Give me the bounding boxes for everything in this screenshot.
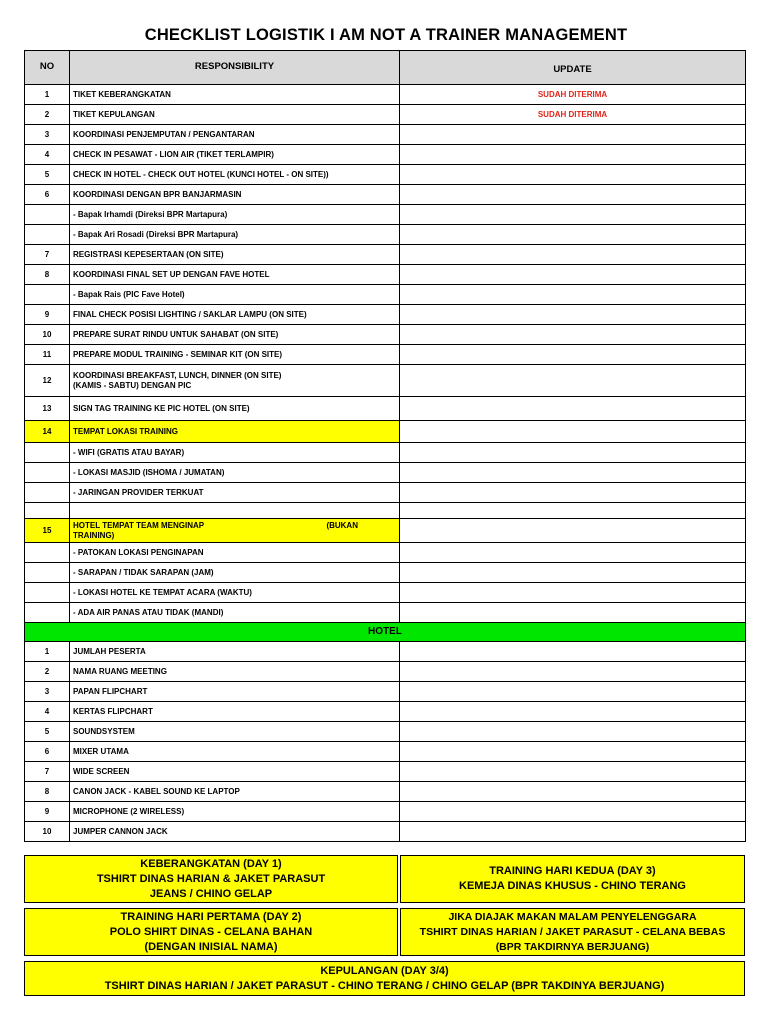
row-no: 2 [25,662,70,682]
row-responsibility: TIKET KEPULANGAN [70,105,400,125]
row-responsibility: - Bapak Rais (PIC Fave Hotel) [70,285,400,305]
table-row [25,503,746,519]
hotel-section-row [25,623,746,642]
table-row-highlighted [25,421,746,443]
day1-heading: KEBERANGKATAN (DAY 1) [140,857,282,870]
row-update[interactable] [400,285,746,305]
hotel-table-row [25,722,746,742]
row-no: 5 [25,722,70,742]
hotel-table-row [25,702,746,722]
table-row [25,543,746,563]
row-responsibility: - Bapak Ari Rosadi (Direksi BPR Martapura) [70,225,400,245]
row-update[interactable] [400,762,746,782]
page-title: CHECKLIST LOGISTIK I AM NOT A TRAINER MANAGEMENT [144,26,628,44]
row-no [25,563,70,583]
row-update[interactable]: SUDAH DITERIMA [400,85,746,105]
row-no: 7 [25,762,70,782]
row-update[interactable] [400,305,746,325]
row-no: 4 [25,145,70,165]
row-update[interactable] [400,662,746,682]
hotel-section-title: HOTEL [25,623,746,642]
table-row [25,603,746,623]
row-responsibility: CHECK IN HOTEL - CHECK OUT HOTEL (KUNCI HOTEL - ON SITE)) [70,165,400,185]
row-no: 12 [25,365,70,397]
row-responsibility: PREPARE MODUL TRAINING - SEMINAR KIT (ON SITE) [70,345,400,365]
row-responsibility: PREPARE SURAT RINDU UNTUK SAHABAT (ON SITE) [70,325,400,345]
row-responsibility [70,365,400,397]
day3-dress-code-box [400,855,745,903]
row-no: 4 [25,702,70,722]
row-update[interactable] [400,165,746,185]
row-update[interactable] [400,365,746,397]
table-row [25,205,746,225]
table-row [25,397,746,421]
row-responsibility: KOORDINASI DENGAN BPR BANJARMASIN [70,185,400,205]
row-update[interactable]: SUDAH DITERIMA [400,105,746,125]
row-responsibility: - LOKASI HOTEL KE TEMPAT ACARA (WAKTU) [70,583,400,603]
row-no: 15 [25,519,70,543]
table-header-row [25,51,746,85]
table-row [25,483,746,503]
row-update[interactable] [400,642,746,662]
row-responsibility-note: (BUKAN [326,521,358,531]
row-responsibility: - ADA AIR PANAS ATAU TIDAK (MANDI) [70,603,400,623]
row-no [25,503,70,519]
dinner-dress-code-box [400,908,745,956]
row-responsibility: REGISTRASI KEPESERTAAN (ON SITE) [70,245,400,265]
row-update[interactable] [400,225,746,245]
return-dress-code-box [24,961,745,996]
row-no: 8 [25,782,70,802]
table-row [25,325,746,345]
row-update[interactable] [400,822,746,842]
table-row [25,245,746,265]
row-responsibility: - LOKASI MASJID (ISHOMA / JUMATAN) [70,463,400,483]
day2-line3: (DENGAN INISIAL NAMA) [144,940,278,953]
row-update[interactable] [400,345,746,365]
dinner-heading: JIKA DIAJAK MAKAN MALAM PENYELENGGARA [448,910,697,923]
row-responsibility: SIGN TAG TRAINING KE PIC HOTEL (ON SITE) [70,397,400,421]
table-row [25,345,746,365]
row-responsibility: PAPAN FLIPCHART [70,682,400,702]
row-responsibility: FINAL CHECK POSISI LIGHTING / SAKLAR LAMPU (ON SITE) [70,305,400,325]
row-responsibility-line1 [73,521,396,530]
row-responsibility: CHECK IN PESAWAT - LION AIR (TIKET TERLAMPIR) [70,145,400,165]
row-no: 1 [25,642,70,662]
table-row [25,305,746,325]
row-responsibility: TIKET KEBERANGKATAN [70,85,400,105]
row-responsibility: SOUNDSYSTEM [70,722,400,742]
hotel-table-row [25,782,746,802]
row-update[interactable] [400,483,746,503]
row-responsibility-line2: (KAMIS - SABTU) DENGAN PIC [73,380,192,390]
row-update[interactable] [400,603,746,623]
row-update[interactable] [400,583,746,603]
row-update[interactable] [400,742,746,762]
row-no: 7 [25,245,70,265]
row-no: 9 [25,802,70,822]
row-update[interactable] [400,463,746,483]
day3-line2: KEMEJA DINAS KHUSUS - CHINO TERANG [459,880,686,892]
table-row [25,583,746,603]
row-update[interactable] [400,145,746,165]
row-update[interactable] [400,782,746,802]
row-no: 1 [25,85,70,105]
row-responsibility: JUMPER CANNON JACK [70,822,400,842]
row-responsibility-text: HOTEL TEMPAT TEAM MENGINAP [73,521,205,531]
row-responsibility: MICROPHONE (2 WIRELESS) [70,802,400,822]
row-responsibility: CANON JACK - KABEL SOUND KE LAPTOP [70,782,400,802]
table-row [25,185,746,205]
hotel-table-row [25,762,746,782]
table-row [25,225,746,245]
row-no [25,463,70,483]
table-row [25,265,746,285]
row-no: 6 [25,185,70,205]
row-no: 11 [25,345,70,365]
row-no [25,285,70,305]
hotel-table-row [25,682,746,702]
row-no: 8 [25,265,70,285]
row-update[interactable] [400,519,746,543]
row-update[interactable] [400,245,746,265]
row-responsibility: - SARAPAN / TIDAK SARAPAN (JAM) [70,563,400,583]
row-no [25,543,70,563]
row-no: 10 [25,822,70,842]
hotel-table-row [25,802,746,822]
row-update[interactable] [400,443,746,463]
table-row [25,443,746,463]
row-update[interactable] [400,722,746,742]
row-responsibility: MIXER UTAMA [70,742,400,762]
row-no [25,205,70,225]
table-row-highlighted [25,519,746,543]
hotel-table-row [25,662,746,682]
row-update[interactable] [400,325,746,345]
day3-heading: TRAINING HARI KEDUA (DAY 3) [489,865,656,877]
table-row [25,165,746,185]
table-row [25,365,746,397]
table-row [25,145,746,165]
row-responsibility: JUMLAH PESERTA [70,642,400,662]
return-heading: KEPULANGAN (DAY 3/4) [320,964,449,977]
dinner-line2: TSHIRT DINAS HARIAN / JAKET PARASUT - CELANA BEBAS [419,925,726,938]
row-no: 10 [25,325,70,345]
table-row [25,85,746,105]
row-no [25,583,70,603]
header-update: UPDATE [400,51,746,85]
day2-dress-code-box [24,908,398,956]
row-update[interactable] [400,503,746,519]
checklist-table [24,50,746,842]
table-row [25,285,746,305]
table-row [25,563,746,583]
row-no: 3 [25,125,70,145]
row-no: 3 [25,682,70,702]
row-no [25,443,70,463]
row-responsibility: - PATOKAN LOKASI PENGINAPAN [70,543,400,563]
row-no: 6 [25,742,70,762]
row-no [25,225,70,245]
header-no: NO [25,51,70,85]
day2-line2: POLO SHIRT DINAS - CELANA BAHAN [109,925,313,938]
row-responsibility: KOORDINASI PENJEMPUTAN / PENGANTARAN [70,125,400,145]
row-responsibility: KERTAS FLIPCHART [70,702,400,722]
row-update[interactable] [400,125,746,145]
table-row [25,105,746,125]
row-responsibility: - Bapak Irhamdi (Direksi BPR Martapura) [70,205,400,225]
day2-heading: TRAINING HARI PERTAMA (DAY 2) [120,910,302,923]
dinner-line3: (BPR TAKDIRNYA BERJUANG) [495,940,650,953]
row-no: 2 [25,105,70,125]
return-line2: TSHIRT DINAS HARIAN / JAKET PARASUT - CHINO TERANG / CHINO GELAP (BPR TAKDINYA BERJUANG) [104,979,665,992]
row-update[interactable] [400,543,746,563]
row-no: 5 [25,165,70,185]
row-update[interactable] [400,563,746,583]
hotel-table-row [25,822,746,842]
row-no [25,603,70,623]
hotel-table-row [25,742,746,762]
row-no: 13 [25,397,70,421]
row-update[interactable] [400,421,746,443]
row-responsibility [70,503,400,519]
row-no: 9 [25,305,70,325]
header-responsibility: RESPONSIBILITY [70,51,400,85]
row-update[interactable] [400,205,746,225]
row-update[interactable] [400,702,746,722]
row-responsibility: KOORDINASI FINAL SET UP DENGAN FAVE HOTEL [70,265,400,285]
day1-dress-code-box [24,855,398,903]
row-no: 14 [25,421,70,443]
row-responsibility: - WIFI (GRATIS ATAU BAYAR) [70,443,400,463]
row-responsibility-line1: KOORDINASI BREAKFAST, LUNCH, DINNER (ON SITE) [73,371,282,381]
row-responsibility [70,519,400,543]
table-row [25,463,746,483]
row-update[interactable] [400,185,746,205]
row-update[interactable] [400,397,746,421]
row-update[interactable] [400,265,746,285]
table-row [25,125,746,145]
hotel-table-row [25,642,746,662]
row-update[interactable] [400,682,746,702]
day1-line3: JEANS / CHINO GELAP [149,887,273,900]
row-responsibility: TEMPAT LOKASI TRAINING [70,421,400,443]
row-no [25,483,70,503]
row-update[interactable] [400,802,746,822]
row-responsibility: NAMA RUANG MEETING [70,662,400,682]
day1-line2: TSHIRT DINAS HARIAN & JAKET PARASUT [96,872,326,885]
row-responsibility-line2: TRAINING) [73,530,115,540]
row-responsibility: WIDE SCREEN [70,762,400,782]
row-responsibility: - JARINGAN PROVIDER TERKUAT [70,483,400,503]
